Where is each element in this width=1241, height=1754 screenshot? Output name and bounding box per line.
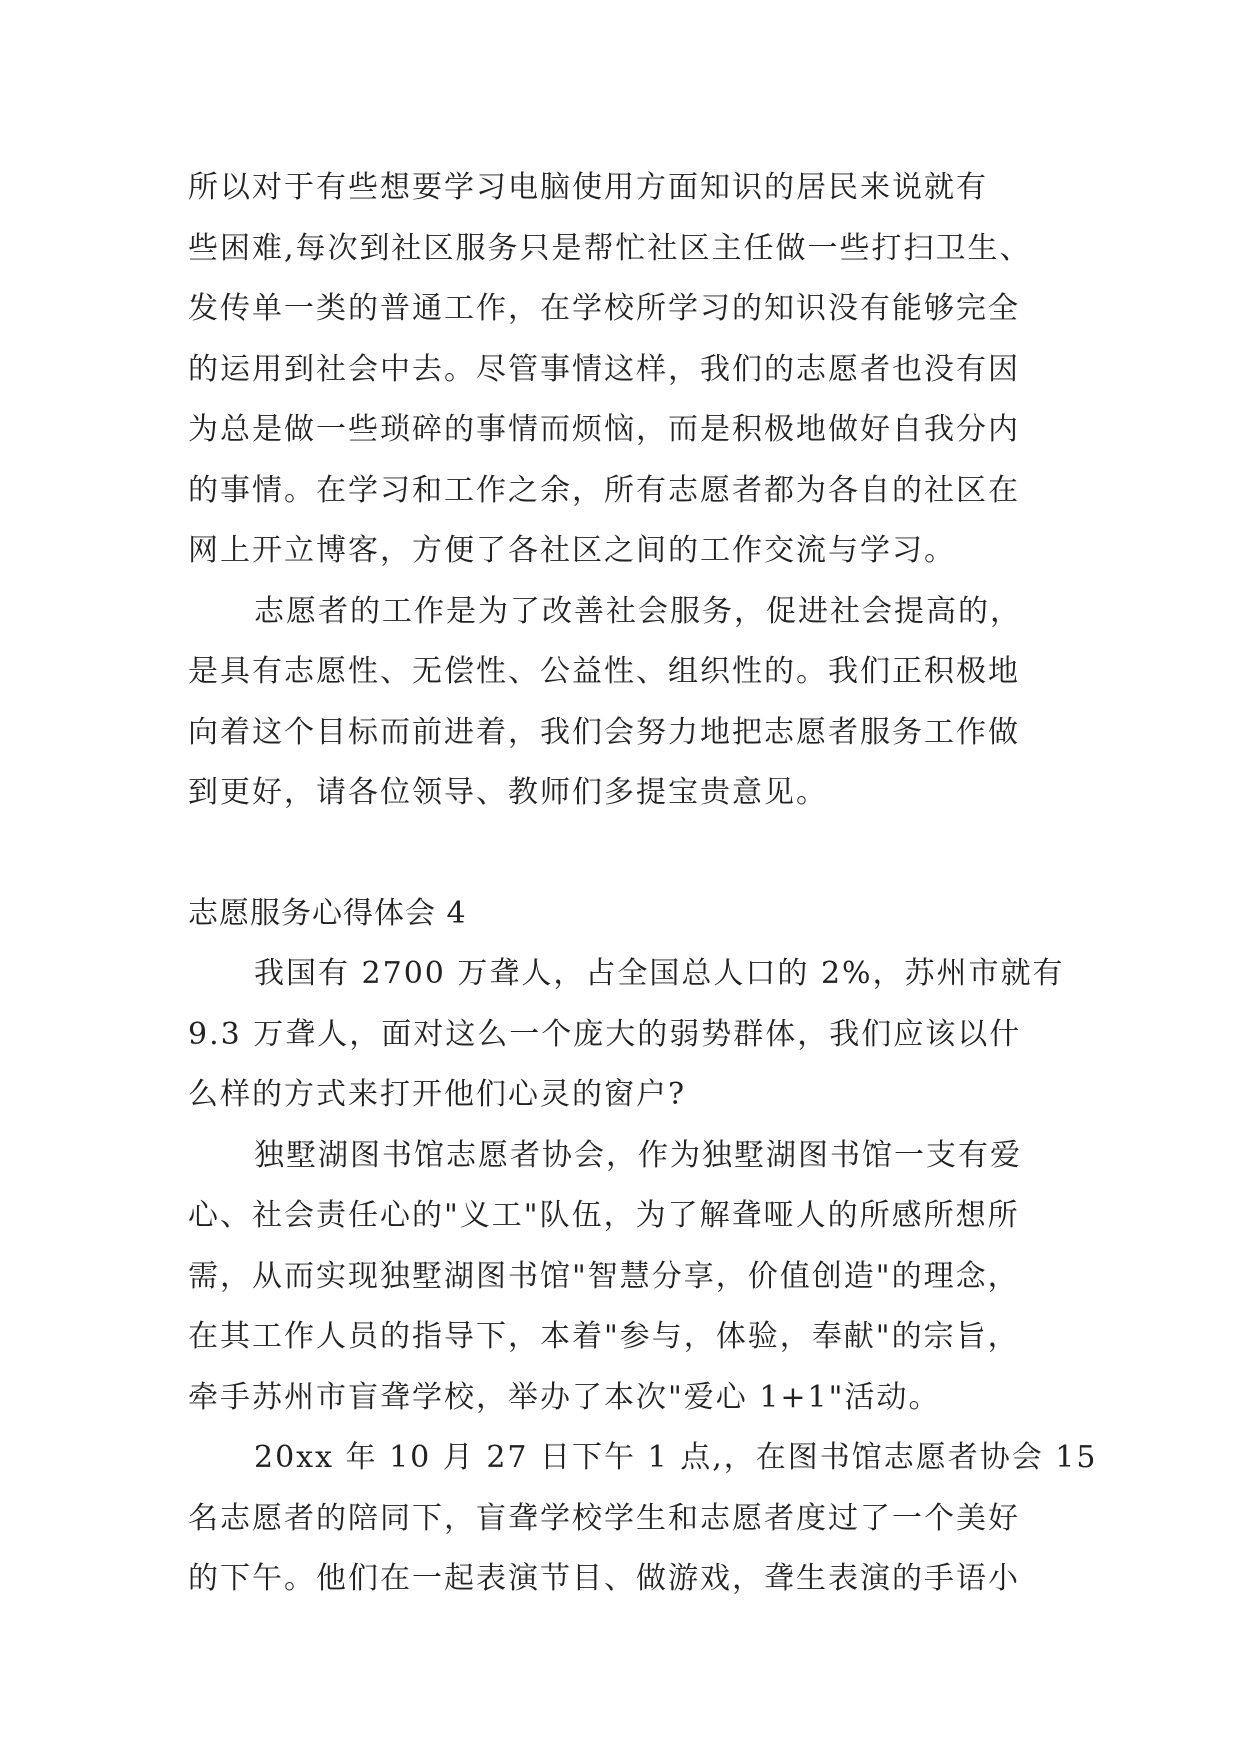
text-line: 20xx 年 10 月 27 日下午 1 点,，在图书馆志愿者协会 15 xyxy=(254,1440,1098,1475)
text-line: 独墅湖图书馆志愿者协会，作为独墅湖图书馆一支有爱 xyxy=(254,1137,1022,1173)
text-line: 的运用到社会中去。尽管事情这样，我们的志愿者也没有因 xyxy=(188,351,1020,387)
text-line: 牵手苏州市盲聋学校，举办了本次"爱心 1+1"活动。 xyxy=(188,1379,941,1415)
text-line: 么样的方式来打开他们心灵的窗户? xyxy=(188,1077,687,1112)
text-line: 向着这个目标而前进着，我们会努力地把志愿者服务工作做 xyxy=(188,714,1020,750)
document-body xyxy=(188,158,1098,1610)
paragraph-gap xyxy=(188,824,1088,884)
paragraph-1 xyxy=(188,158,1088,582)
text-line: 为总是做一些琐碎的事情而烦恼，而是积极地做好自我分内 xyxy=(188,412,1020,447)
text-line: 我国有 2700 万聋人，占全国总人口的 2%，苏州市就有 xyxy=(254,956,1065,991)
text-line: 9.3 万聋人，面对这么一个庞大的弱势群体，我们应该以什 xyxy=(188,1016,1022,1052)
text-line: 需，从而实现独墅湖图书馆"智慧分享，价值创造"的理念， xyxy=(188,1258,1020,1294)
text-line: 志愿者的工作是为了改善社会服务，促进社会提高的， xyxy=(254,593,1022,629)
text-line: 在其工作人员的指导下，本着"参与，体验，奉献"的宗旨， xyxy=(188,1319,1020,1354)
text-line: 的下午。他们在一起表演节目、做游戏，聋生表演的手语小 xyxy=(188,1561,1020,1596)
text-line: 到更好，请各位领导、教师们多提宝贵意见。 xyxy=(188,775,828,810)
text-line: 所以对于有些想要学习电脑使用方面知识的居民来说就有 xyxy=(188,170,988,205)
text-line: 名志愿者的陪同下，盲聋学校学生和志愿者度过了一个美好 xyxy=(188,1500,1020,1536)
text-line: 网上开立博客，方便了各社区之间的工作交流与学习。 xyxy=(188,533,956,568)
paragraph-2 xyxy=(188,582,1088,824)
text-line: 些困难,每次到社区服务只是帮忙社区主任做一些打扫卫生、 xyxy=(188,230,1032,266)
text-line: 发传单一类的普通工作，在学校所学习的知识没有能够完全 xyxy=(188,291,1020,326)
text-line: 心、社会责任心的"义工"队伍，为了解聋哑人的所感所想所 xyxy=(188,1198,1020,1233)
paragraph-5 xyxy=(188,1428,1098,1610)
section-heading: 志愿服务心得体会 4 xyxy=(188,895,467,931)
text-line: 的事情。在学习和工作之余，所有志愿者都为各自的社区在 xyxy=(188,472,1020,508)
paragraph-4 xyxy=(188,1126,1088,1429)
paragraph-3 xyxy=(188,944,1088,1126)
text-line: 是具有志愿性、无偿性、公益性、组织性的。我们正积极地 xyxy=(188,654,1020,689)
